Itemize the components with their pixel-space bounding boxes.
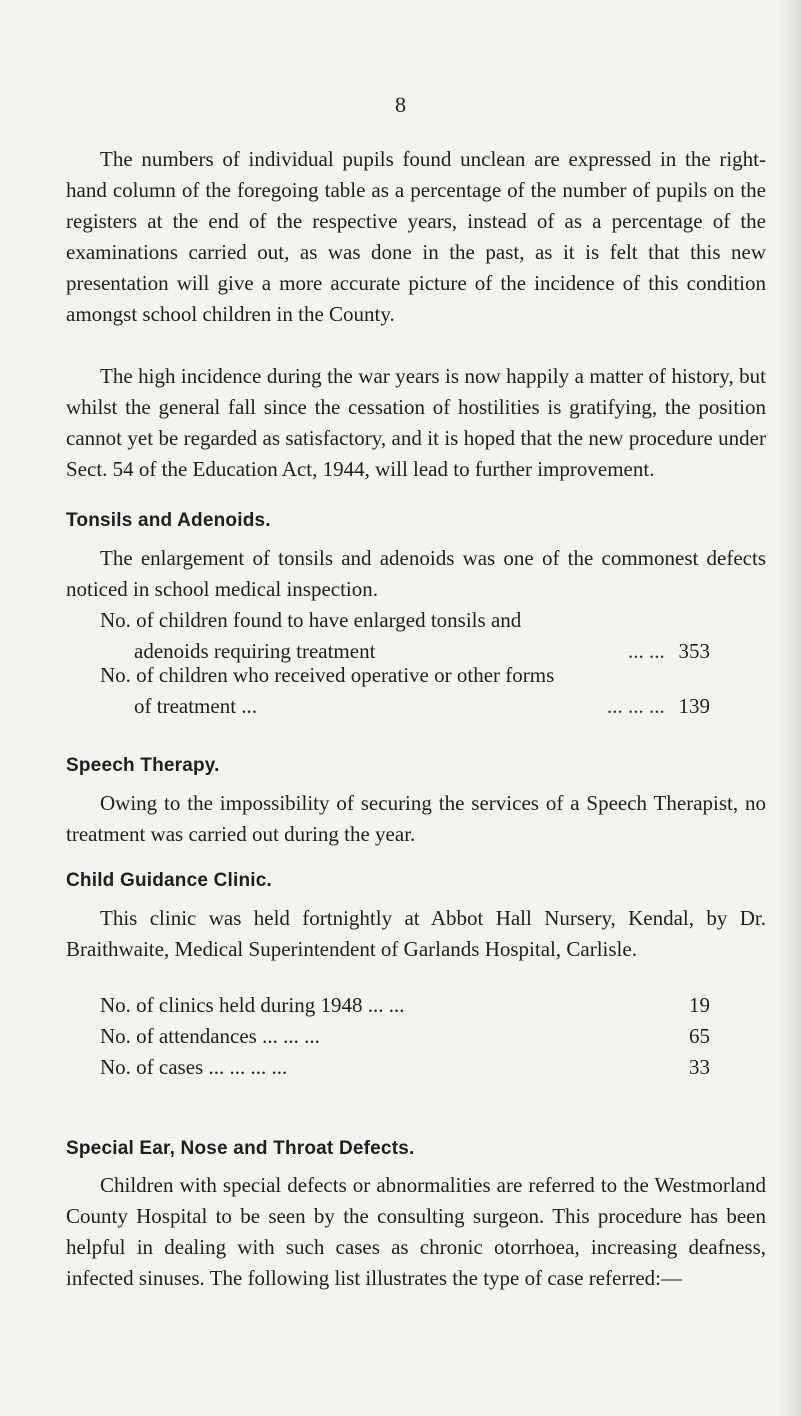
paragraph-ent-defects: Children with special defects or abnormalities are referred to the Westmorland County Hospital to be seen by the consulting surgeon. This procedure has been helpful in dealing with such cases as chronic otorrhoea, increasing deafness, infected sinuses. The following list illustrates the type of case referred:— [66, 1173, 766, 1290]
stat-operative-treatment [100, 660, 710, 722]
stat-clinics-held [100, 990, 710, 1021]
heading-ent-defects: Special Ear, Nose and Throat Defects. [66, 1138, 415, 1159]
stat-value-operative-treatment: 139 [678, 694, 710, 718]
stat-label-line1: No. of children who received operative or other forms [100, 663, 555, 687]
stat-value: 33 [689, 1055, 710, 1079]
stat-label-line2: of treatment ... [134, 694, 258, 718]
paragraph-tonsils-intro: The enlargement of tonsils and adenoids was one of the commonest defects noticed in school medical inspection. [66, 546, 766, 601]
heading-tonsils-adenoids: Tonsils and Adenoids. [66, 510, 271, 531]
heading-child-guidance: Child Guidance Clinic. [66, 870, 273, 891]
stat-label: No. of cases ... ... ... ... [100, 1055, 288, 1079]
page-edge-shadow [779, 0, 801, 1416]
stat-cases [100, 1052, 710, 1083]
stat-value-enlarged-tonsils: 353 [678, 639, 710, 663]
leader-dots: ... ... [628, 639, 665, 663]
page-number: 8 [395, 92, 406, 117]
stat-label: No. of clinics held during 1948 ... ... [100, 993, 405, 1017]
stat-value: 65 [689, 1024, 710, 1048]
paragraph-child-guidance: This clinic was held fortnightly at Abbot Hall Nursery, Kendal, by Dr. Braithwaite, Medical Superintendent of Garlands Hospital, Carlisle. [66, 906, 766, 961]
stat-value: 19 [689, 993, 710, 1017]
stat-label-line1: No. of children found to have enlarged tonsils and [100, 608, 522, 632]
paragraph-speech-therapy: Owing to the impossibility of securing the services of a Speech Therapist, no treatment was carried out during the year. [66, 791, 766, 846]
leader-dots: ... ... ... [607, 694, 665, 718]
stat-enlarged-tonsils [100, 605, 710, 667]
stat-attendances [100, 1021, 710, 1052]
stat-label-line2: adenoids requiring treatment [134, 639, 376, 663]
stat-label: No. of attendances ... ... ... [100, 1024, 320, 1048]
paragraph-war-years: The high incidence during the war years is now happily a matter of history, but whilst the general fall since the cessation of hostilities is gratifying, the position cannot yet be regarded as satisfactory, and it is hoped that the new procedure under Sect. 54 of the Education Act, 1944, will lead to further improvement. [66, 364, 766, 481]
heading-speech-therapy: Speech Therapy. [66, 755, 220, 776]
paragraph-unclean-percentage: The numbers of individual pupils found unclean are expressed in the right-hand column of the foregoing table as a percentage of the number of pupils on the registers at the end of the respective years, instead of as a percentage of the examinations carried out, as was done in the past, as it is felt that this new presentation will give a more accurate picture of the incidence of this condition amongst school children in the County. [66, 147, 766, 326]
